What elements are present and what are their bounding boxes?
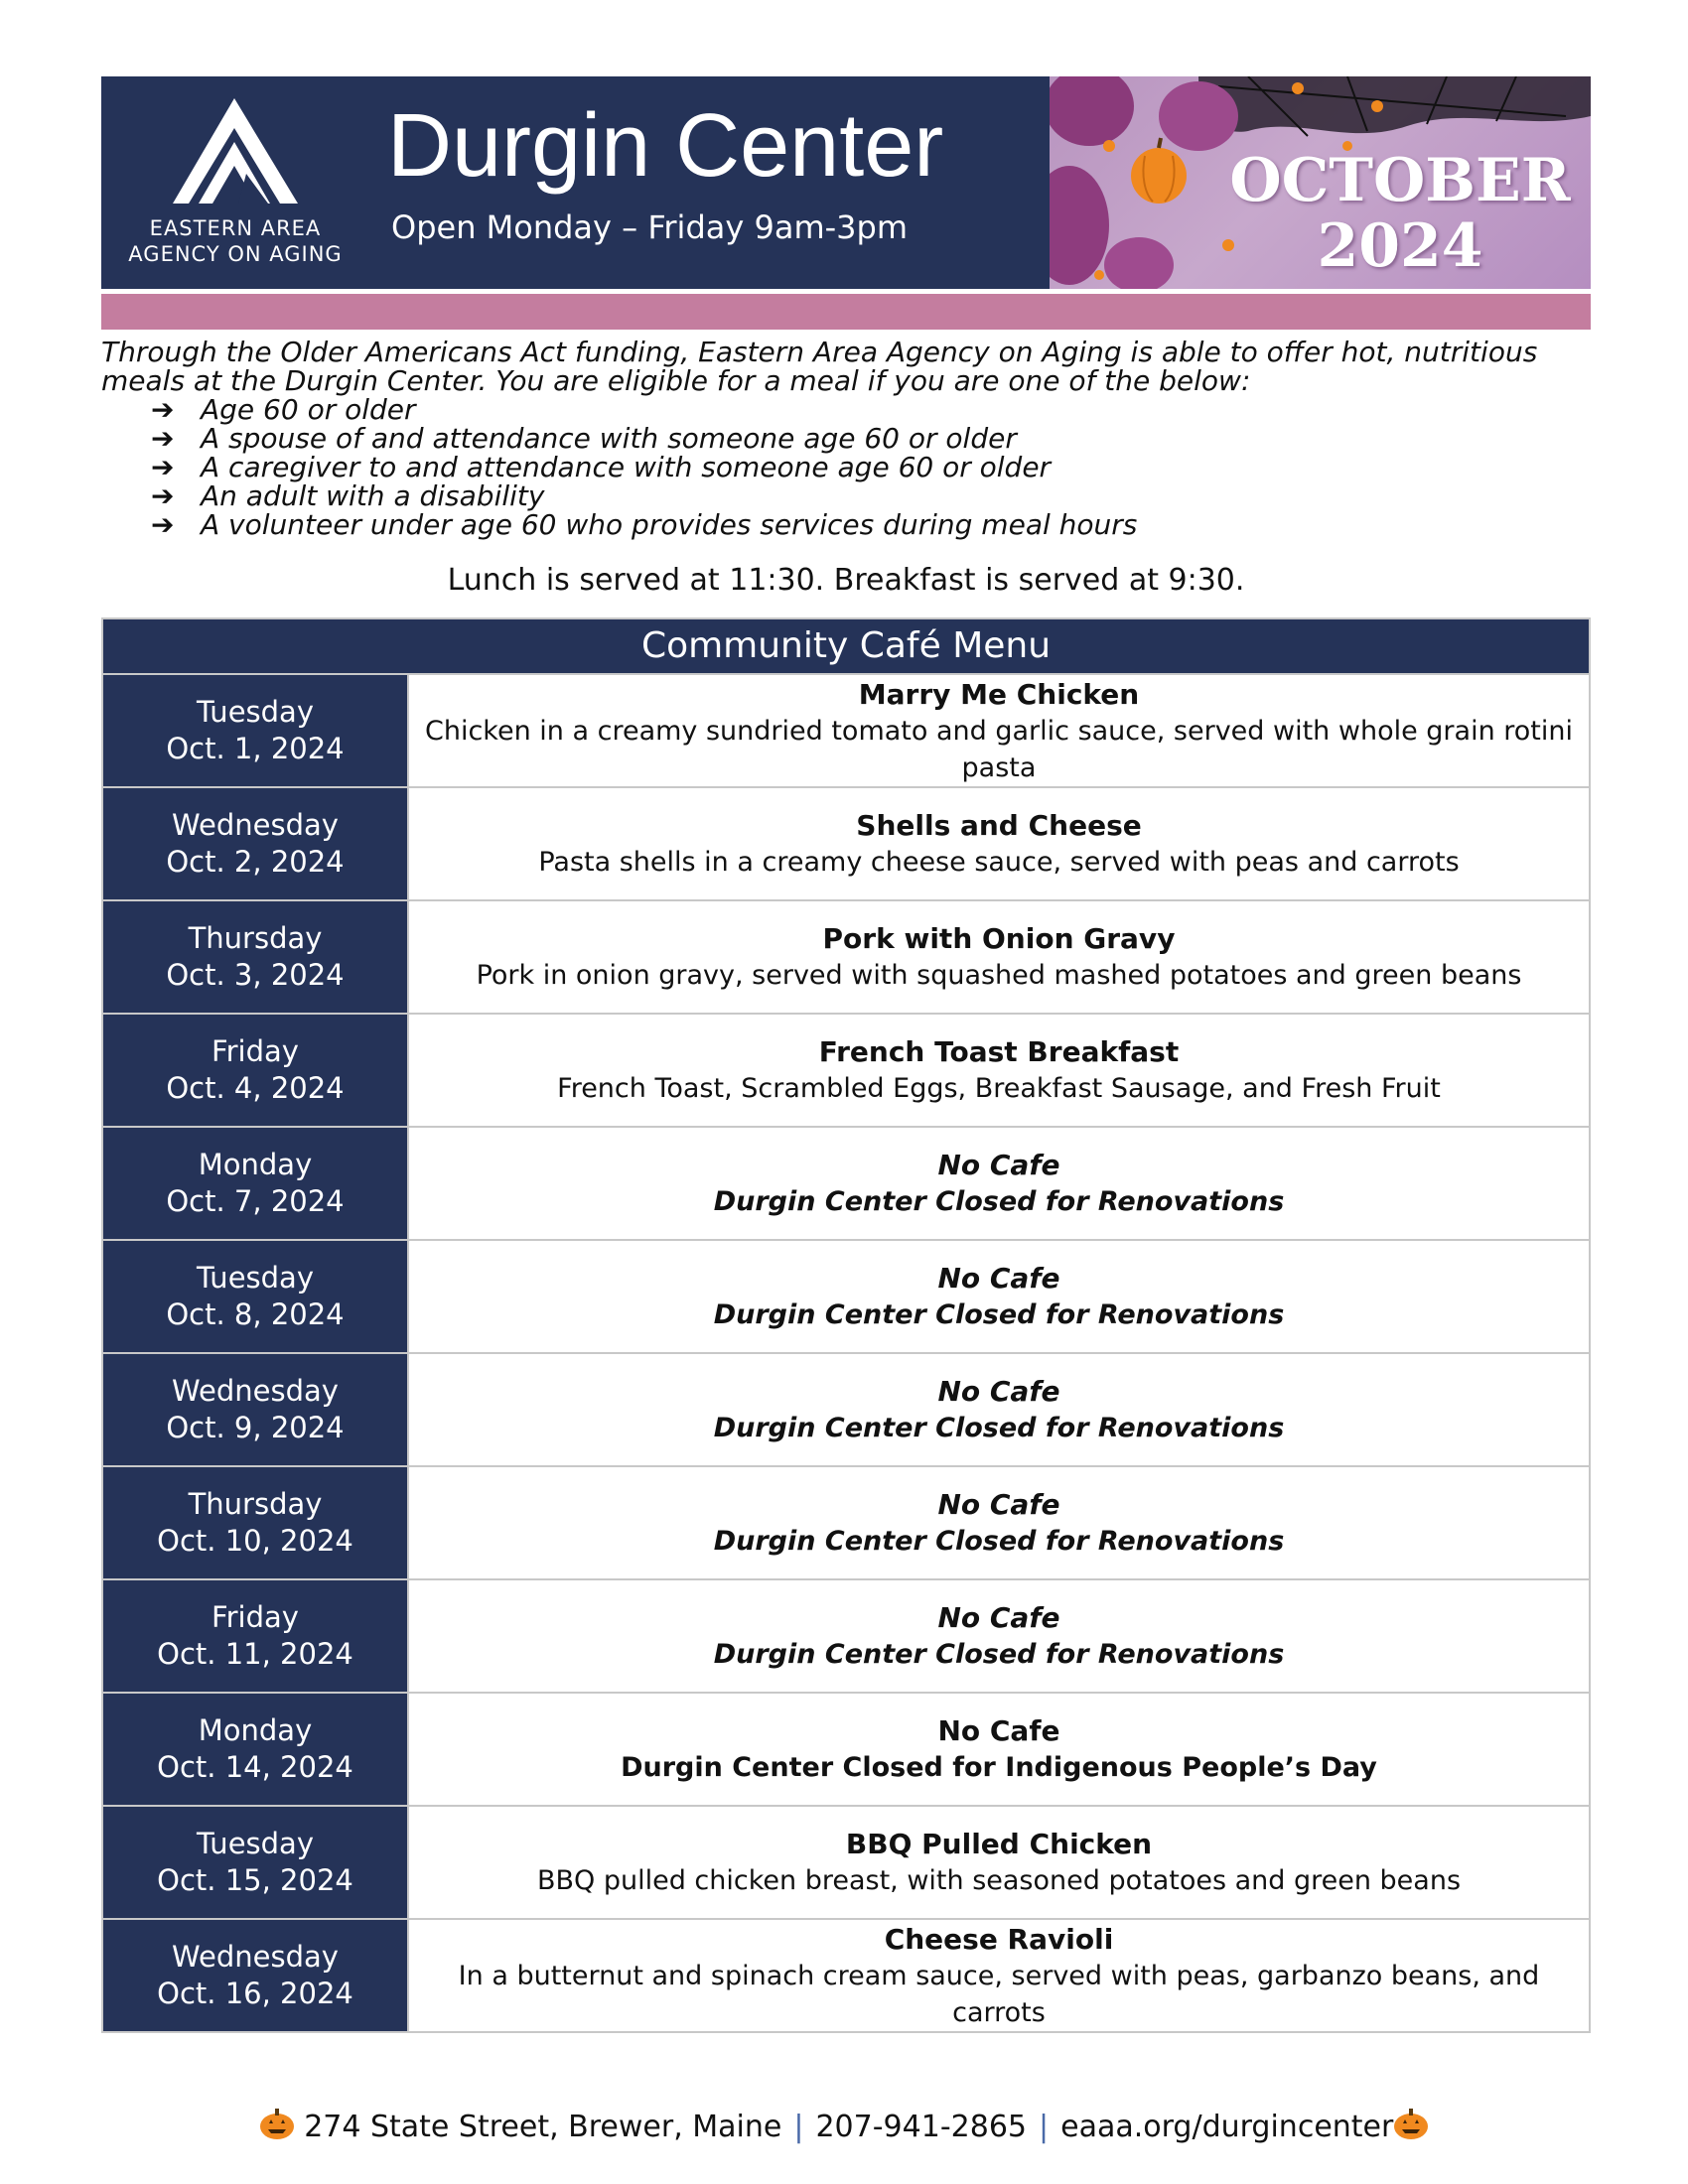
month-year-label — [1221, 148, 1579, 279]
meal-cell — [409, 1015, 1589, 1126]
list-item: ➔ A spouse of and attendance with someone age 60 or older — [151, 422, 1017, 455]
table-row — [103, 1692, 1589, 1805]
footer-phone[interactable]: 207-941-2865 — [815, 2110, 1027, 2144]
date-cell: Wednesday Oct. 16, 2024 — [103, 1920, 409, 2031]
table-row — [103, 1465, 1589, 1578]
table-row — [103, 1918, 1589, 2031]
meal-title: Shells and Cheese — [856, 809, 1142, 842]
meal-title: No Cafe — [937, 1488, 1060, 1521]
meal-cell — [409, 1467, 1589, 1578]
meal-description: Durgin Center Closed for Renovations — [713, 1639, 1285, 1670]
meal-title: No Cafe — [937, 1149, 1060, 1181]
arrow-right-icon: ➔ — [151, 479, 175, 512]
center-title: Durgin Center — [387, 96, 944, 196]
date-cell: Friday Oct. 11, 2024 — [103, 1580, 409, 1692]
date-cell: Monday Oct. 14, 2024 — [103, 1694, 409, 1805]
table-row — [103, 1126, 1589, 1239]
center-hours: Open Monday – Friday 9am-3pm — [391, 208, 908, 246]
intro-text: Through the Older Americans Act funding, Eastern Area Agency on Aging is able to offer hot, nutritious meals at the Durgin Center. You are eligible for a meal if you are one of the below: — [101, 336, 1538, 397]
date-cell: Wednesday Oct. 9, 2024 — [103, 1354, 409, 1465]
meal-description: Durgin Center Closed for Renovations — [713, 1413, 1285, 1443]
meal-description: Durgin Center Closed for Renovations — [713, 1186, 1285, 1217]
table-row — [103, 1805, 1589, 1918]
meal-title: No Cafe — [937, 1262, 1060, 1295]
meal-title: Cheese Ravioli — [884, 1922, 1114, 1956]
meal-cell — [409, 1580, 1589, 1692]
footer-contact — [0, 2107, 1688, 2144]
pumpkin-icon — [1393, 2107, 1429, 2140]
arrow-right-icon: ➔ — [151, 508, 175, 541]
year-label: 2024 — [1317, 211, 1483, 281]
table-row — [103, 786, 1589, 899]
meal-cell — [409, 1128, 1589, 1239]
table-row — [103, 1239, 1589, 1352]
list-item: ➔ A volunteer under age 60 who provides services during meal hours — [151, 508, 1138, 541]
list-item: ➔ An adult with a disability — [151, 479, 545, 512]
table-row — [103, 673, 1589, 786]
meal-title: French Toast Breakfast — [818, 1035, 1180, 1068]
arrow-right-icon: ➔ — [151, 451, 175, 483]
meal-title: No Cafe — [937, 1601, 1060, 1634]
meal-description: Durgin Center Closed for Renovations — [713, 1299, 1285, 1330]
date-cell: Monday Oct. 7, 2024 — [103, 1128, 409, 1239]
pumpkin-icon — [259, 2107, 295, 2140]
agency-name: EASTERN AREA AGENCY ON AGING — [128, 216, 343, 266]
meal-description: Durgin Center Closed for Renovations — [713, 1526, 1285, 1557]
meal-cell — [409, 788, 1589, 899]
meal-cell — [409, 1241, 1589, 1352]
meal-description: Durgin Center Closed for Indigenous People’s Day — [621, 1752, 1377, 1783]
agency-logo — [101, 76, 369, 289]
meal-cell — [409, 1354, 1589, 1465]
meal-title: Marry Me Chicken — [858, 677, 1140, 711]
eligibility-intro — [101, 338, 1611, 539]
table-row — [103, 1013, 1589, 1126]
arrow-right-icon: ➔ — [151, 393, 175, 426]
meal-cell — [409, 1920, 1589, 2031]
meal-cell — [409, 1807, 1589, 1918]
meal-description: In a butternut and spinach cream sauce, served with peas, garbanzo beans, and carrots — [458, 1960, 1540, 2028]
table-row — [103, 1352, 1589, 1465]
date-cell: Tuesday Oct. 15, 2024 — [103, 1807, 409, 1918]
date-cell: Friday Oct. 4, 2024 — [103, 1015, 409, 1126]
meal-description: Chicken in a creamy sundried tomato and garlic sauce, served with whole grain rotini pasta — [424, 715, 1573, 783]
meal-description: Pasta shells in a creamy cheese sauce, served with peas and carrots — [538, 847, 1460, 878]
list-item: ➔ Age 60 or older — [151, 393, 416, 426]
footer-separator: | — [1039, 2110, 1050, 2144]
meal-cell — [409, 901, 1589, 1013]
footer-website-link[interactable]: eaaa.org/durgincenter — [1060, 2110, 1394, 2144]
date-cell: Thursday Oct. 3, 2024 — [103, 901, 409, 1013]
menu-title: Community Café Menu — [103, 619, 1589, 673]
meal-description: Pork in onion gravy, served with squashed mashed potatoes and green beans — [476, 960, 1522, 991]
meal-title: No Cafe — [937, 1375, 1060, 1408]
arrow-right-icon: ➔ — [151, 422, 175, 455]
date-cell: Tuesday Oct. 1, 2024 — [103, 675, 409, 786]
accent-divider — [101, 294, 1591, 330]
list-item: ➔ A caregiver to and attendance with someone age 60 or older — [151, 451, 1052, 483]
date-cell: Thursday Oct. 10, 2024 — [103, 1467, 409, 1578]
meal-cell — [409, 1694, 1589, 1805]
date-cell: Wednesday Oct. 2, 2024 — [103, 788, 409, 899]
meal-title: BBQ Pulled Chicken — [845, 1828, 1153, 1860]
footer-separator: | — [793, 2110, 804, 2144]
menu-table — [101, 617, 1591, 2033]
footer-address: 274 State Street, Brewer, Maine — [304, 2110, 782, 2144]
october-banner-image — [1050, 76, 1591, 289]
header-banner — [101, 76, 1591, 289]
mountain-logo-icon — [173, 98, 298, 204]
table-row — [103, 1578, 1589, 1692]
date-cell: Tuesday Oct. 8, 2024 — [103, 1241, 409, 1352]
meal-cell — [409, 675, 1589, 786]
serving-times: Lunch is served at 11:30. Breakfast is served at 9:30. — [447, 563, 1245, 598]
eligibility-list — [101, 395, 1611, 539]
meal-title: Pork with Onion Gravy — [822, 922, 1176, 955]
meal-description: French Toast, Scrambled Eggs, Breakfast Sausage, and Fresh Fruit — [557, 1073, 1441, 1104]
meal-description: BBQ pulled chicken breast, with seasoned potatoes and green beans — [536, 1865, 1462, 1896]
table-row — [103, 899, 1589, 1013]
meal-title: No Cafe — [937, 1714, 1060, 1747]
month-label: OCTOBER — [1229, 146, 1571, 215]
